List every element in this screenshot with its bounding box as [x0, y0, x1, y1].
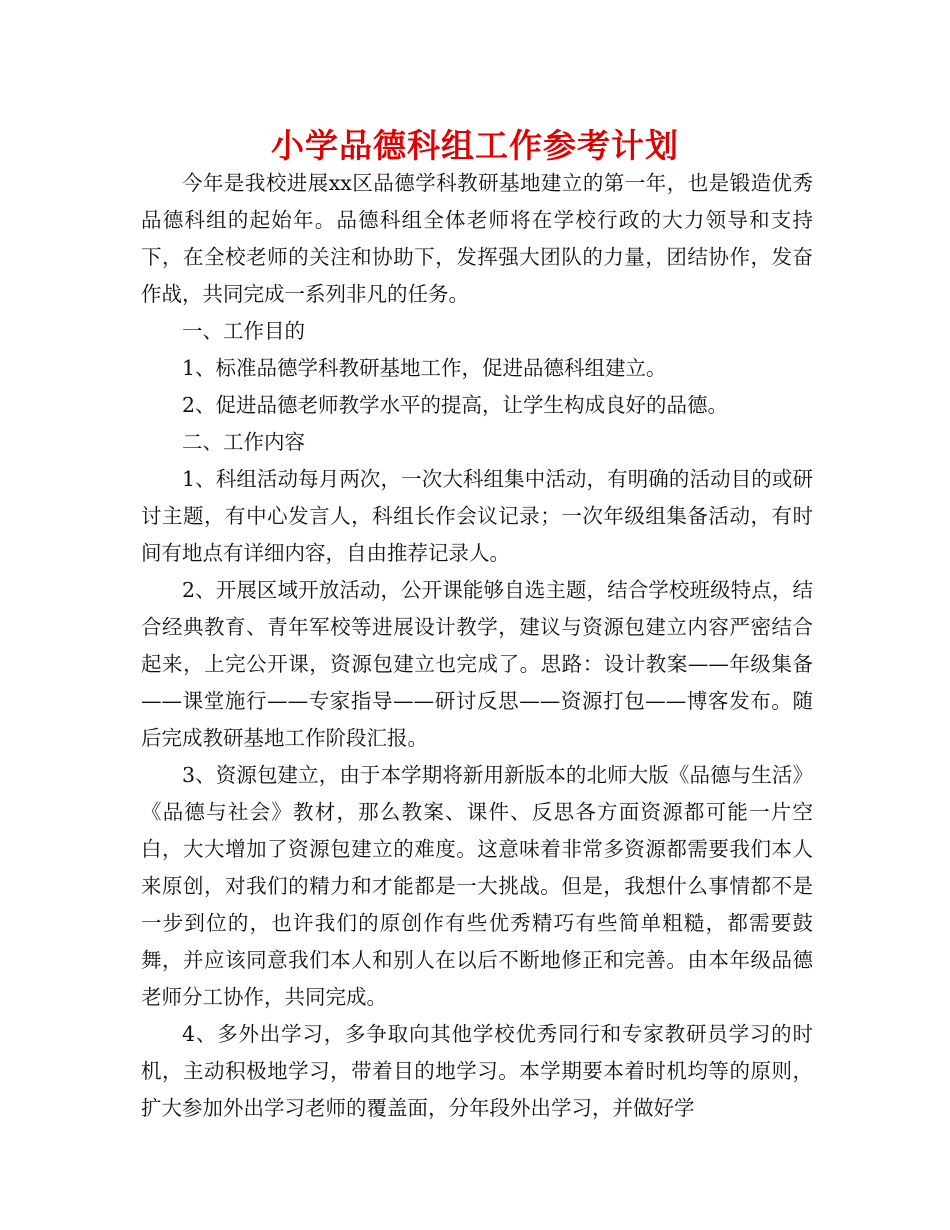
section-heading-goals: 一、工作目的: [182, 319, 305, 343]
document-body: [141, 165, 813, 1127]
content-item-2: 2、开展区域开放活动，公开课能够自选主题，结合学校班级特点，结合经典教育、青年军校等进展设计教学，建议与资源包建立内容严密结合起来，上完公开课，资源包建立也完成了。思路：设计教案——年级集备——课堂施行——专家指导——研讨反思——资源打包——博客发布。随后完成教研基地工作阶段汇报。: [141, 578, 813, 750]
section-heading-content: 二、工作内容: [182, 430, 305, 454]
document-title: 小学品德科组工作参考计划: [271, 126, 679, 165]
content-item-4: 4、多外出学习，多争取向其他学校优秀同行和专家教研员学习的时机，主动积极地学习，带着目的地学习。本学期要本着时机均等的原则，扩大参加外出学习老师的覆盖面，分年段外出学习，并做好学: [141, 1022, 813, 1120]
goal-item-2: 2、促进品德老师教学水平的提高，让学生构成良好的品德。: [182, 393, 729, 417]
content-item-1: 1、科组活动每月两次，一次大科组集中活动，有明确的活动目的或研讨主题，有中心发言人，科组长作会议记录；一次年级组集备活动，有时间有地点有详细内容，自由推荐记录人。: [141, 467, 813, 565]
content-item-3: 3、资源包建立，由于本学期将新用新版本的北师大版《品德与生活》《品德与社会》教材，那么教案、课件、反思各方面资源都可能一片空白，大大增加了资源包建立的难度。这意味着非常多资源都需要我们本人来原创，对我们的精力和才能都是一大挑战。但是，我想什么事情都不是一步到位的，也许我们的原创作有些优秀精巧有些简单粗糙，都需要鼓舞，并应该同意我们本人和别人在以后不断地修正和完善。由本年级品德老师分工协作，共同完成。: [141, 763, 813, 1009]
goal-item-1: 1、标准品德学科教研基地工作，促进品德科组建立。: [182, 356, 667, 380]
paragraph-intro: 今年是我校进展xx区品德学科教研基地建立的第一年，也是锻造优秀品德科组的起始年。品德科组全体老师将在学校行政的大力领导和支持下，在全校老师的关注和协助下，发挥强大团队的力量，团结协作，发奋作战，共同完成一系列非凡的任务。: [141, 171, 813, 306]
